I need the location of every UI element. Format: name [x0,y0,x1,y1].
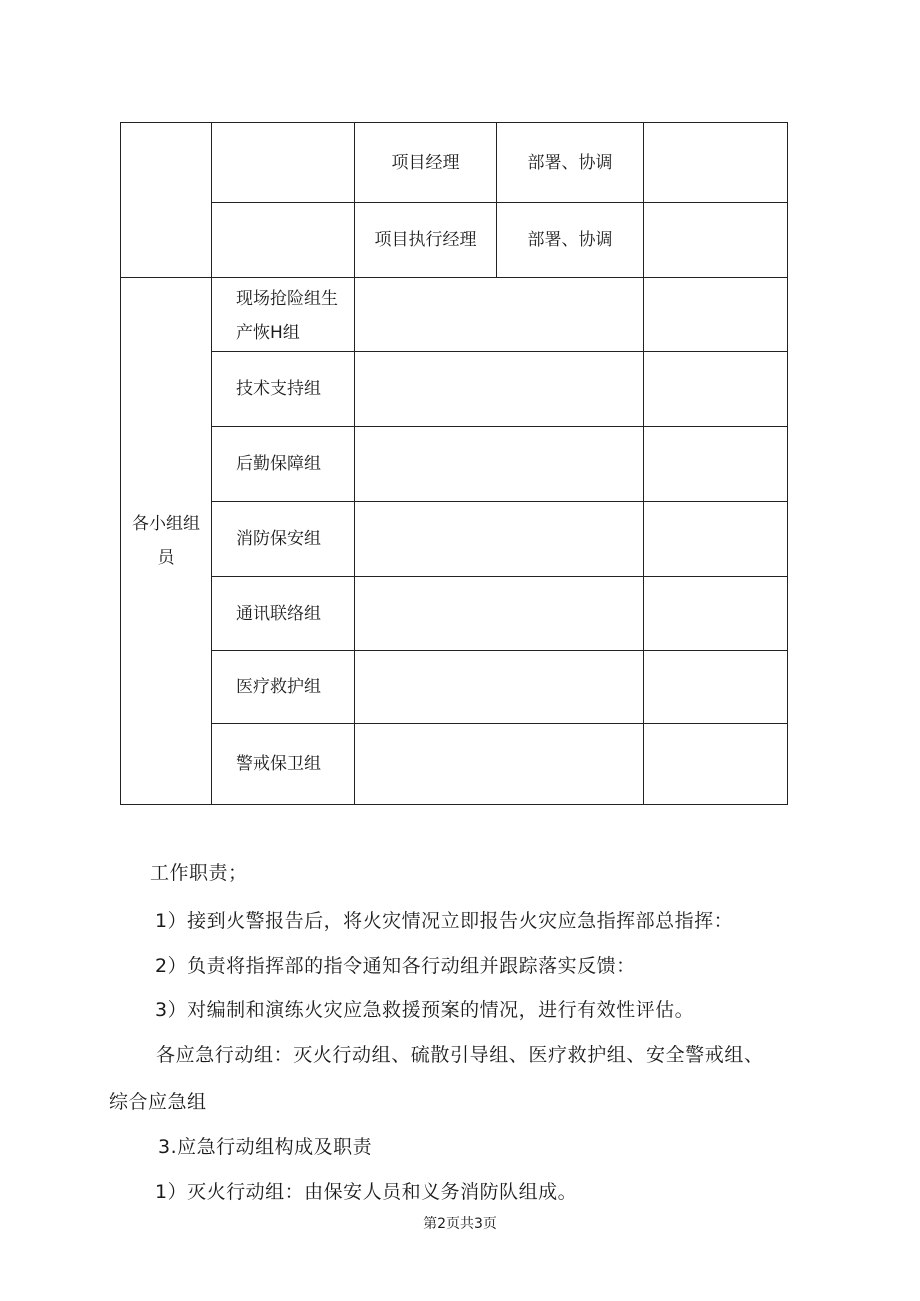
duty-label: 部署、协调 [527,152,613,173]
group-header-line1: 各小组组 [132,514,200,534]
table-col-line-1 [211,122,212,805]
page-number: 第2页共3页 [423,1216,497,1232]
group-name: 消防保安组 [236,529,321,549]
table-cell-role [355,203,496,277]
table-cell-role [355,123,496,202]
section-3-item-1: 1）灭火行动组：由保安人员和义务消防队组成。 [155,1181,578,1203]
group-header-line2: 员 [157,548,175,568]
group-cell-medical [236,651,354,723]
section-3-title: 3.应急行动组构成及职责 [158,1136,373,1158]
table-cell-duty [497,203,643,277]
duty-item-3: 3）对编制和演练火灾应急救援预案的情况，进行有效性评估。 [155,999,695,1021]
group-name-cont: 产恢H组 [236,323,300,343]
duty-item-1: 1）接到火警报告后，将火灾情况立即报告火灾应急指挥部总指挥： [155,910,734,932]
group-cell-communication [236,577,354,650]
group-name: 通讯联络组 [236,603,321,624]
duty-label: 部署、协调 [527,230,613,250]
table-border-right [787,122,788,805]
group-name: 医疗救护组 [236,677,321,697]
duty-item-2: 2）负责将指挥部的指令通知各行动组并跟踪落实反馈： [155,955,636,977]
group-name: 现场抢险组生 [236,289,338,309]
role-label: 项目经理 [391,152,460,173]
group-cell-logistics [236,427,354,501]
group-cell-guard [236,724,354,804]
group-cell-tech [236,352,354,426]
table-border-bottom [120,804,788,805]
group-name: 警戒保卫组 [236,754,321,774]
group-members-header [121,278,211,804]
duties-title: 工作职责； [150,862,248,884]
role-label: 项目执行经理 [374,230,477,250]
action-groups-line2: 综合应急组 [109,1091,207,1113]
group-name: 技术支持组 [236,379,321,399]
table-cell-duty [497,123,643,202]
group-name: 后勤保障组 [236,454,321,474]
table-row-line [120,277,788,278]
action-groups-line1: 各应急行动组：灭火行动组、硫散引导组、医疗救护组、安全警戒组、 [156,1044,764,1066]
table-col-line-4 [643,122,644,805]
group-cell-rescue [236,282,354,350]
group-cell-fire-security [236,502,354,576]
